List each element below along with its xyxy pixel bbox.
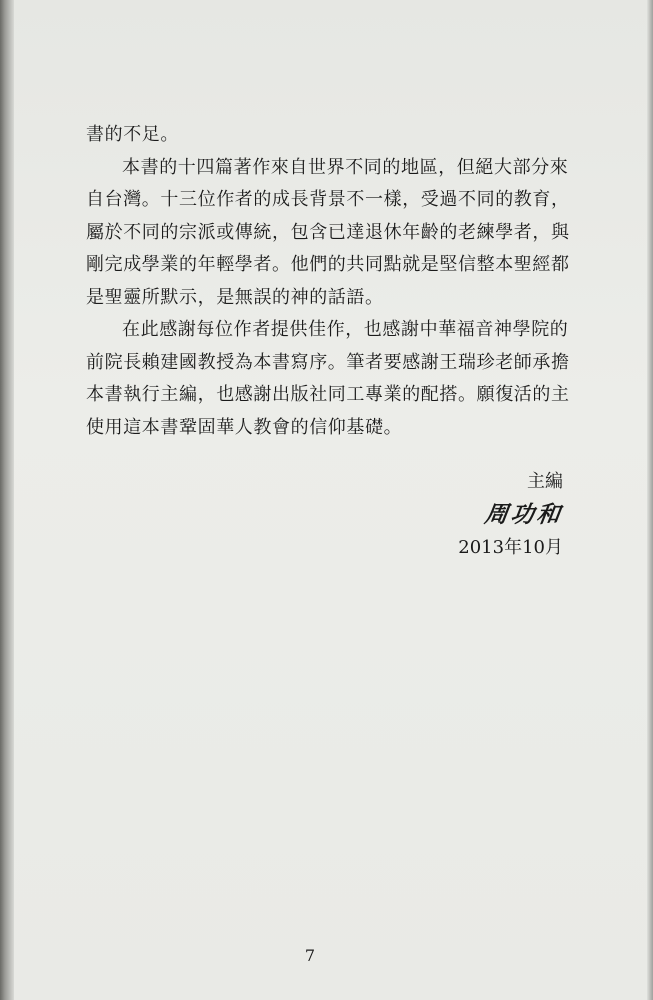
signature-block (458, 466, 563, 564)
page-number: 7 (304, 946, 316, 965)
editor-signature: 周功和 (483, 501, 565, 528)
editor-role: 主編 (527, 471, 563, 492)
paragraph-1: 書的不足。 (86, 124, 179, 145)
page-edge (647, 0, 653, 1000)
body-text (86, 119, 586, 444)
signature-date: 2013年10月 (458, 537, 563, 558)
paragraph-2: 本書的十四篇著作來自世界不同的地區，但絕大部分來自台灣。十三位作者的成長背景不一樣，受過不同的教育，屬於不同的宗派或傳統，包含已達退休年齡的老練學者，與剛完成學業的年輕學者。他們的共同點就是堅信整本聖經都是聖靈所默示，是無誤的神的話語。 (86, 156, 570, 308)
page-binding-shadow (0, 0, 14, 1000)
paragraph-3: 在此感謝每位作者提供佳作，也感謝中華福音神學院的前院長賴建國教授為本書寫序。筆者要感謝王瑞珍老師承擔本書執行主編，也感謝出版社同工專業的配搭。願復活的主使用這本書鞏固華人教會的信仰基礎。 (86, 319, 570, 438)
